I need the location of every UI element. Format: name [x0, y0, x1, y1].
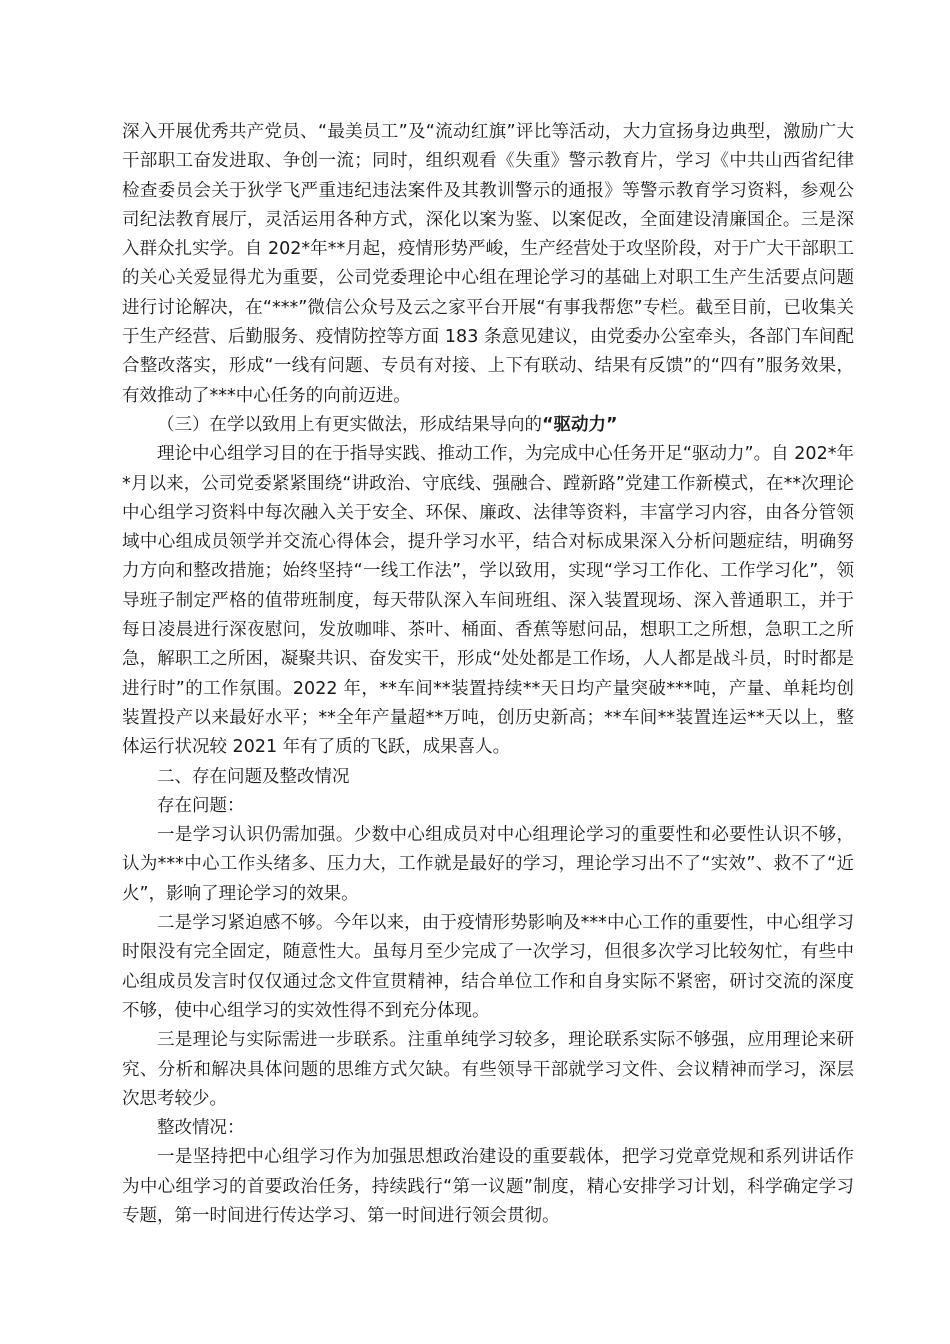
paragraph-driving-force: 理论中心组学习目的在于指导实践、推动工作，为完成中心任务开足“驱动力”。自 202*年*月以来，公司党委紧紧围绕“讲政治、守底线、强融合、蹚新路”党建工作新模式，在**次理论中心组学习资料中每次融入关于安全、环保、廉政、法律等资料，丰富学习内容，由各分管领域中心组成员领学并交流心得体会，提升学习水平，结合对标成果深入分析问题症结，明确努力方向和整改措施；始终坚持“一线工作法”，学以致用，实现“学习工作化、工作学习化”，领导班子制定严格的值带班制度，每天带队深入车间班组、深入装置现场、深入普通职工，并于每日凌晨进行深夜慰问，发放咖啡、茶叶、桶面、香蕉等慰问品，想职工之所想，急职工之所急，解职工之所困，凝聚共识、奋发实干，形成“处处都是工作场，人人都是战斗员，时时都是进行时”的工作氛围。2022 年，**车间**装置持续**天日均产量突破***吨，产量、单耗均创装置投产以来最好水平；**全年产量超**万吨，创历史新高；**车间**装置连运**天以上，整体运行状况较 2021 年有了质的飞跃，成果喜人。 — [122, 444, 854, 758]
paragraph-problem-2: 二是学习紧迫感不够。今年以来，由于疫情形势影响及***中心工作的重要性，中心组学习时限没有完全固定，随意性大。虽每月至少完成了一次学习，但很多次学习比较匆忙，有些中心组成员发言时仅仅通过念文件宣贯精神，结合单位工作和自身实际不紧密，研讨交流的深度不够，使中心组学习的实效性得不到充分体现。 — [122, 913, 854, 1021]
paragraph-problem-3: 三是理论与实际需进一步联系。注重单纯学习较多，理论联系实际不够强，应用理论来研究、分析和解决具体问题的思维方式欠缺。有些领导干部就学习文件、会议精神而学习，深层次思考较少。 — [122, 1030, 854, 1109]
section-heading-3-text: （三）在学以致用上有更实做法，形成结果导向的 — [157, 414, 542, 435]
subheading-rectification: 整改情况： — [157, 1118, 245, 1139]
section-heading-3-emphasis: “驱动力” — [542, 414, 618, 435]
paragraph-problem-1: 一是学习认识仍需加强。少数中心组成员对中心组理论学习的重要性和必要性认识不够，认为***中心工作头绪多、压力大，工作就是最好的学习，理论学习出不了“实效”、救不了“近火”，影响了理论学习的效果。 — [122, 825, 854, 904]
paragraph-continued: 深入开展优秀共产党员、“最美员工”及“流动红旗”评比等活动，大力宣扬身边典型，激励广大干部职工奋发进取、争创一流；同时，组织观看《失重》警示教育片，学习《中共山西省纪律检查委员会关于狄学飞严重违纪违法案件及其教训警示的通报》等警示教育学习资料，参观公司纪法教育展厅，灵活运用各种方式，深化以案为鉴、以案促改，全面建设清廉国企。三是深入群众扎实学。自 202*年**月起，疫情形势严峻，生产经营处于攻坚阶段，对于广大干部职工的关心关爱显得尤为重要，公司党委理论中心组在理论学习的基础上对职工生产生活要点问题进行讨论解决，在“***”微信公众号及云之家平台开展“有事我帮您”专栏。截至目前，已收集关于生产经营、后勤服务、疫情防控等方面 183 条意见建议，由党委办公室牵头，各部门车间配合整改落实，形成“一线有问题、专员有对接、上下有联动、结果有反馈”的“四有”服务效果，有效推动了***中心任务的向前迈进。 — [122, 122, 854, 406]
section-heading-2: 二、存在问题及整改情况 — [157, 766, 350, 787]
subheading-problems: 存在问题： — [157, 795, 245, 816]
paragraph-rectification-1: 一是坚持把中心组学习作为加强思想政治建设的重要载体，把学习党章党规和系列讲话作为中心组学习的首要政治任务，持续践行“第一议题”制度，精心安排学习计划，科学确定学习专题，第一时间进行传达学习、第一时间进行领会贯彻。 — [122, 1147, 854, 1226]
section-heading-3 — [122, 411, 854, 440]
document-body — [122, 118, 854, 1231]
